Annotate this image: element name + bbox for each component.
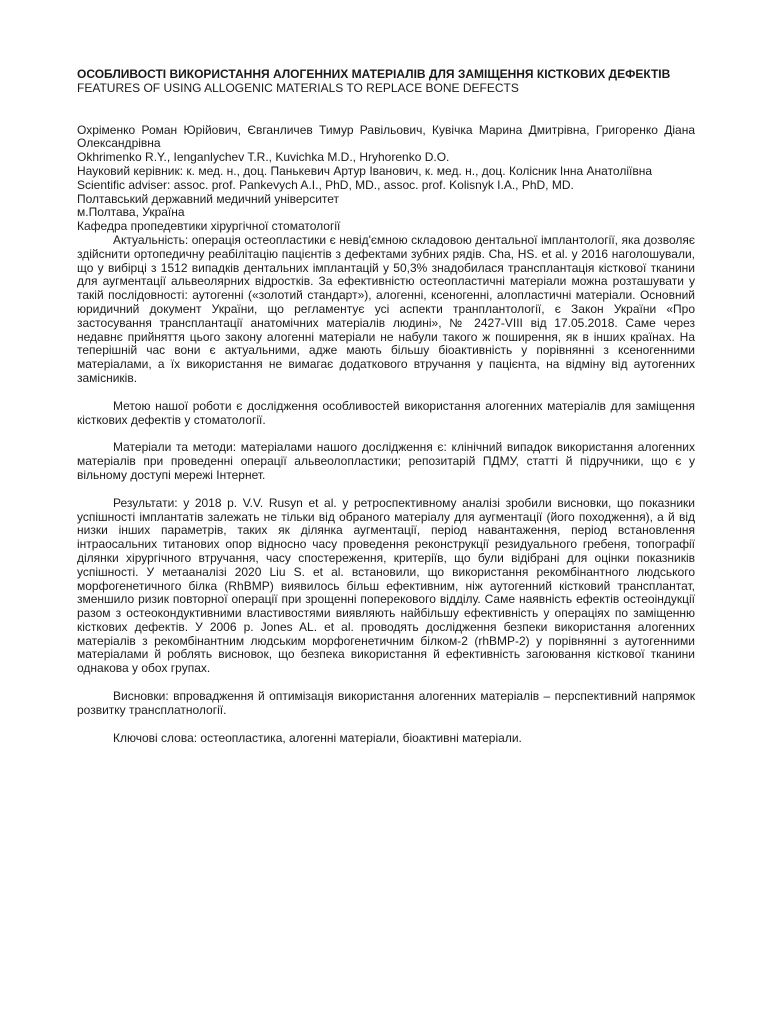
- university: Полтавський державний медичний університет: [77, 191, 340, 206]
- paragraph-results: Результати: у 2018 р. V.V. Rusyn et al. у ретроспективному аналізі зробили висновки, що показники успішності імплантатів залежать не тільки від обраного матеріалу для аугментації (його походження), а й від низки інших параметрів, таких як ділянка аугментації, період навантаження, період встановлення інтраосальних титанових опор відносно часу проведення реконструкції резидуального гребеня, топографії ділянки хірургічного втручання, часу спостереження, критеріїв, що були відібрані для оцінки показників успішності. У метааналізі 2020 Liu S. et al. встановили, що використання рекомбінантного людського морфогенетичного білка (RhBMP) виявилось більш ефективним, ніж аутогенний кістковий трансплантат, зменшило ризик повторної операції при зрощенні поперекового відділу. Саме наявність ефектів остеоіндукції разом з остеокондуктивними властивостями виявляють найбільшу ефективність у операціях по заміщенню кісткових дефектів. У 2006 р. Jones AL. et al. проводять дослідження безпеки використання алогенних матеріалів з рекомбінантним людським морфогенетичним білком-2 (rhBMP-2) у порівнянні з аутогенними матеріалами й роблять висновок, що безпека використання й ефективність загоювання кісткової тканини однакова у обох групах.: [77, 495, 695, 676]
- paragraph-aim: Метою нашої роботи є дослідження особливостей використання алогенних матеріалів для заміщення кісткових дефектів у стоматології.: [77, 398, 695, 427]
- paragraph-methods: Матеріали та методи: матеріалами нашого дослідження є: клінічний випадок використання алогенних матеріалів при проведенні операції альвеолопластики; репозитарій ПДМУ, статті й підручники, що є у вільному доступі мережі Інтернет.: [77, 440, 695, 482]
- department: Кафедра пропедевтики хірургічної стоматології: [77, 219, 341, 234]
- paragraph-conclusions: Висновки: впровадження й оптимізація використання алогенних матеріалів – перспективний напрямок розвитку трансплатнології.: [77, 689, 695, 717]
- adviser-english: Scientific adviser: assoc. prof. Pankevych A.I., PhD, MD., assoc. prof. Kolisnyk I.A., PhD, MD.: [77, 177, 574, 192]
- title-english: FEATURES OF USING ALLOGENIC MATERIALS TO REPLACE BONE DEFECTS: [77, 80, 519, 95]
- document-page: [77, 68, 695, 759]
- paragraph-relevance: Актуальність: операція остеопластики є невід'ємною складовою дентальної імплантології, яка дозволяє здійснити ортопедичну реабілітацію пацієнтів з дефектами зубних рядів. Cha, HS. et al. у 2016 наголошували, що у вибірці з 1512 випадків дентальних імплантацій у 50,3% знадобилася трансплантація кісткової тканини для аугментації альвеолярних відростків. За ефективністю остеопластичні матеріали можна розташувати у такій послідовності: аутогенні («золотий стандарт»), алогенні, ксеногенні, алопластичні матеріали. Основний юридичний документ України, що регламентує усі аспекти транплантології, є Закон України «Про застосування трансплантації анатомічних матеріалів людині», № 2427-VIII від 17.05.2018. Саме через недавнє прийняття цього закону алогенні матеріали не набули такого ж поширення, як в інших країнах. На теперішній час вони є актуальними, адже мають більшу біоактивність у порівнянні з ксеногенними матеріалами, а їх використання не вимагає додаткового втручання у пацієнта, на відміну від аутогенних замісників.: [77, 232, 695, 385]
- authors-ukrainian: Охріменко Роман Юрійович, Євганличев Тимур Равільович, Кувічка Марина Дмитрівна, Григоренко Діана Олександрівна: [77, 122, 695, 151]
- authors-english: Okhrimenko R.Y., Ienganlychev T.R., Kuvichka M.D., Hryhorenko D.O.: [77, 150, 450, 165]
- adviser-ukrainian: Науковий керівник: к. мед. н., доц. Панькевич Артур Іванович, к. мед. н., доц. Колісник Інна Анатоліївна: [77, 163, 653, 178]
- title-ukrainian: ОСОБЛИВОСТІ ВИКОРИСТАННЯ АЛОГЕННИХ МАТЕРІАЛІВ ДЛЯ ЗАМІЩЕННЯ КІСТКОВИХ ДЕФЕКТІВ: [77, 67, 671, 81]
- paragraph-keywords: Ключові слова: остеопластика, алогенні матеріали, біоактивні матеріали.: [113, 730, 522, 745]
- city: м.Полтава, Україна: [77, 205, 185, 220]
